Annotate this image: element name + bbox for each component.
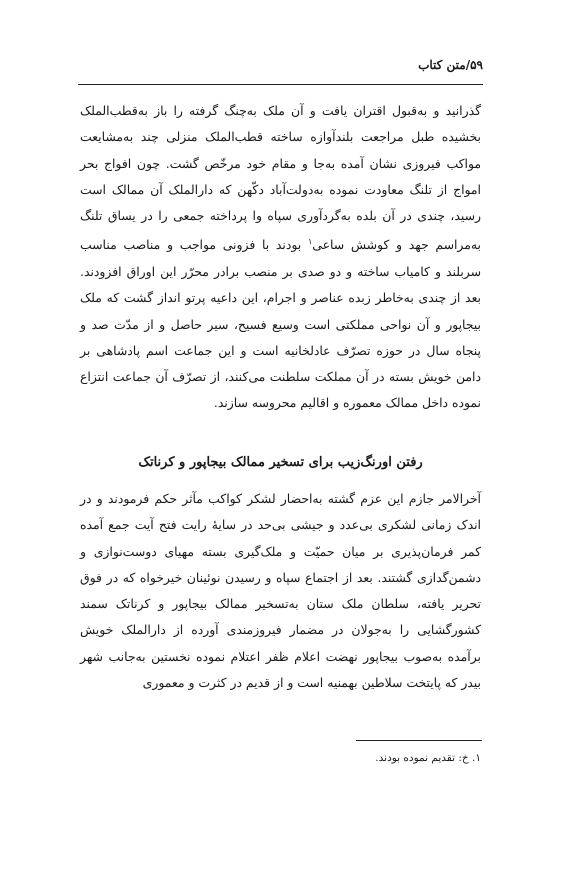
footnote: ۱. خ: تقدیم نموده بودند. — [375, 752, 481, 764]
text-line: رسید، چندی در آن بلده به‌گردآوری سپاه وا پرداخته جمعی را در یساق تلنگ — [80, 208, 481, 224]
text-line: کشورگشایی را به‌جولان در مضمار فیروزمندی آورده از دارالملک خویش — [80, 622, 481, 638]
text-line: و دشمن‌گدازی گشتند. بعد از اجتماع سپاه و رسیدن نوئینان خیرخواه که در — [80, 543, 481, 585]
text-line: مواکب فیروزی نشان آمده به‌جا و مقام خود مرخّص گشت. چون افواج بحر — [80, 155, 481, 171]
text-line: سربلند و کامیاب ساخته و دو صدی بر منصب برادر محرّر این اوراق افزودند. — [80, 263, 481, 279]
text-line: شهر بیدر که پایتخت سلاطین بهمنیه است و از قدیم در کثرت و معموری — [80, 648, 481, 691]
text-line: آخرالامر جازم این عزم گشته به‌احضار لشکر کواکب مآثر حکم فرمودند و — [96, 491, 481, 506]
text-line: امواج از تلنگ معاودت نموده به‌دولت‌آباد دکّهن که دارالملک آن ممالک است — [80, 181, 481, 197]
text-line: بخشیده طبل مراجعت بلندآوازه ساخته قطب‌الملک منزلی چند به‌مشایعت — [80, 129, 481, 145]
text-line: پنجاه سال در حوزه تصرّف عادلخانیه است و این جماعت اسم پادشاهی بر — [80, 342, 481, 358]
running-header: ۵۹/متن کتاب — [418, 58, 483, 72]
paragraph-2 — [80, 486, 481, 696]
text-line: دامن خویش بسته در آن مملکت سلطنت می‌کنند، از تصرّف آن جماعت انتزاع — [80, 369, 481, 385]
text-line: جمع آمده کمر فرمان‌پذیری بر میان حمیّت و ملک‌گیری بسته مهیای دوست‌نوازی — [80, 517, 481, 559]
text-line: بودند با فزونی مواجب و مناصب مناسب — [80, 237, 308, 253]
text-line: در اندک زمانی لشکری بی‌عدد و جیشی بی‌حد در سایهٔ رایت فتح آیت — [80, 491, 481, 533]
text-line: به‌مراسم جهد و کوشش ساعی — [312, 237, 481, 253]
text-line: نموده داخل ممالک معموره و اقالیم محروسه سازند. — [213, 395, 481, 411]
footnote-marker[interactable]: ۱ — [307, 237, 313, 247]
text-line: فوق تحریر یافته، سلطان ملک ستان به‌تسخیر ممالک بیجاپور و کرناتک سمند — [80, 569, 481, 612]
footnote-rule — [356, 740, 482, 741]
text-line: بعد از چندی به‌خاطر زبده عناصر و اجرام، این داعیه پرتو انداز گشت که ملک — [80, 290, 481, 306]
text-line: بیجاپور و آن نواحی مملکتی است وسیع فسیح، سیر حاصل و از مدّت صد و — [80, 316, 481, 332]
paragraph-1 — [80, 98, 481, 417]
header-rule — [78, 84, 483, 85]
section-heading: رفتن اورنگ‌زیب برای تسخیر ممالک بیجاپور و کرناتک — [138, 455, 423, 470]
text-line: برآمده به‌صوب بیجاپور نهضت اعلام ظفر اعتلام نموده نخستین به‌جانب — [108, 648, 481, 664]
text-line: گذرانید و به‌قبول اقتران یافت و آن ملک به‌چنگ گرفته را باز به‌قطب‌الملک — [80, 103, 481, 118]
